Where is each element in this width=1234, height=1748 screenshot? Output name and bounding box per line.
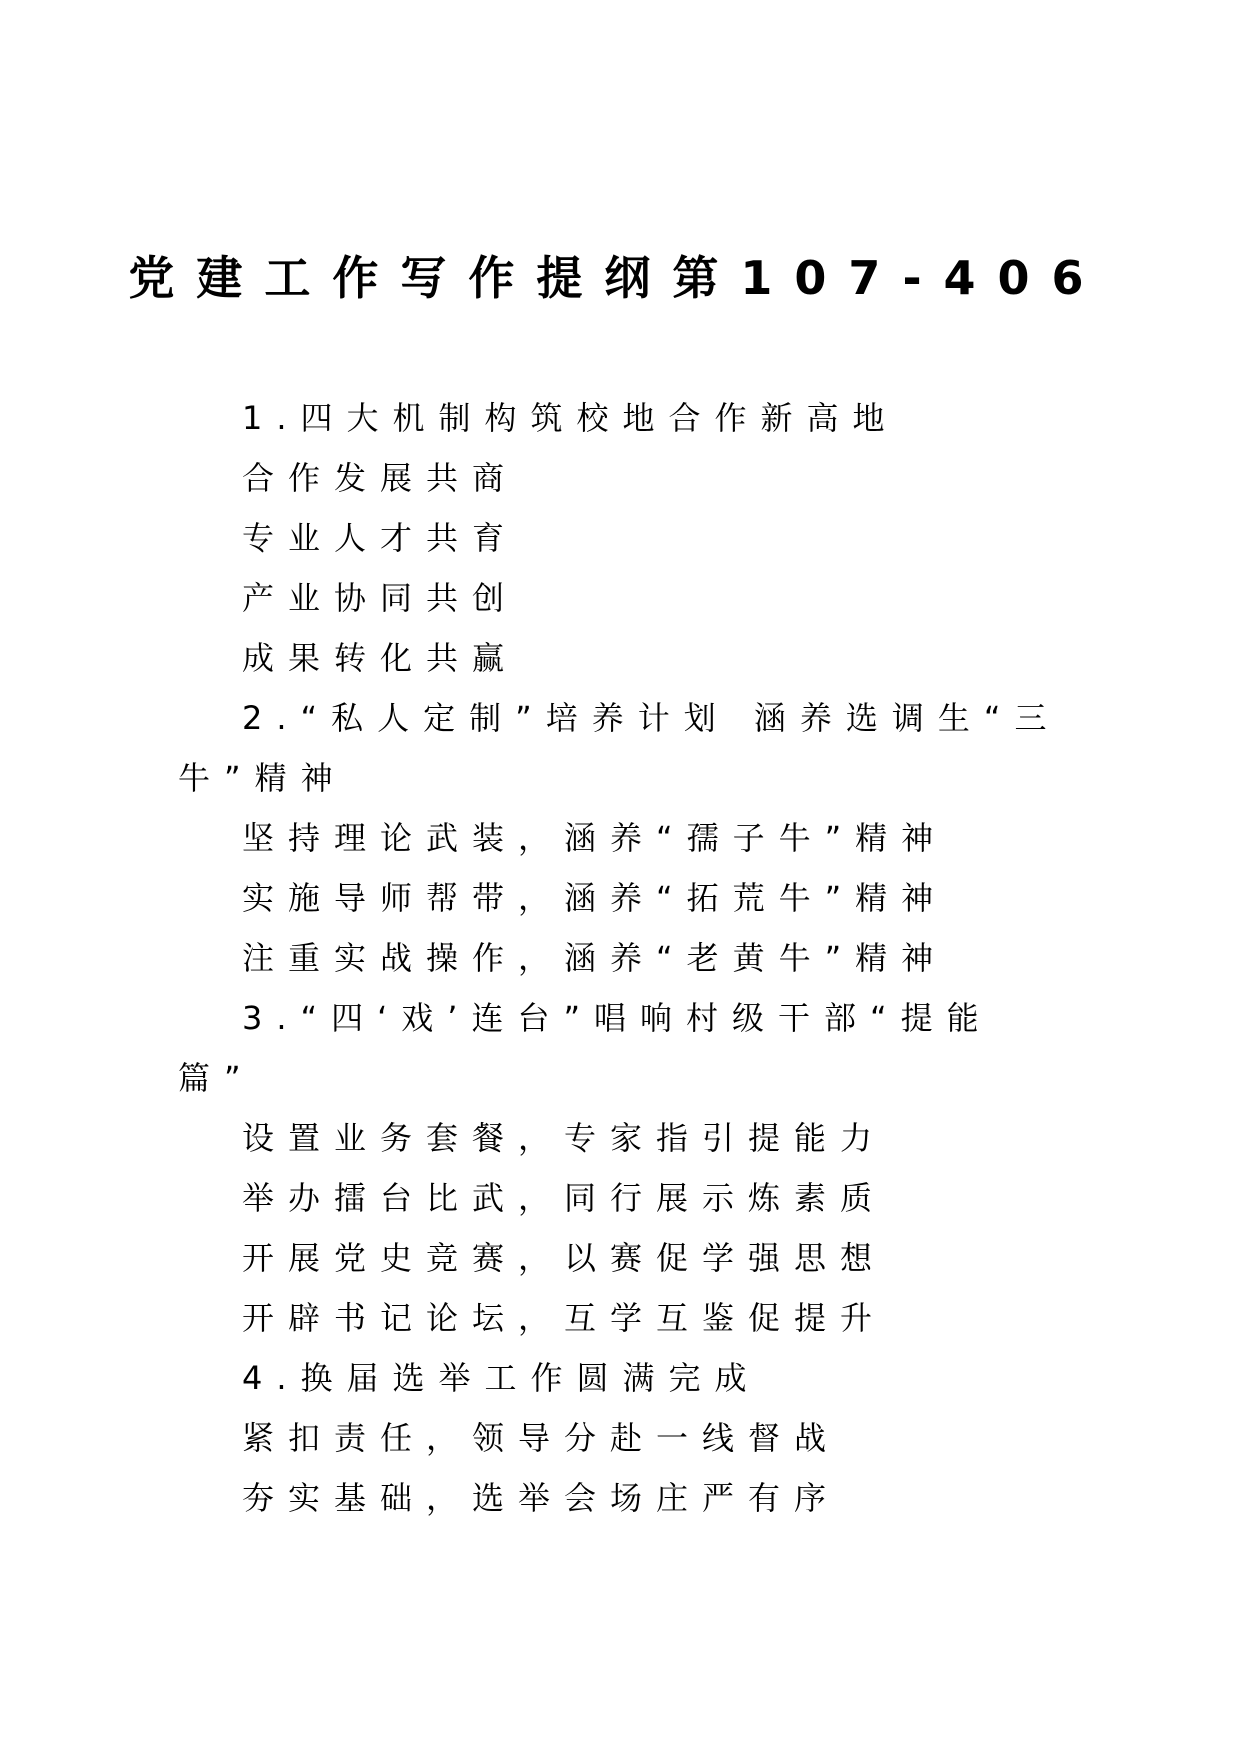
outline-line: 紧扣责任，领导分赴一线督战 <box>242 1419 841 1457</box>
outline-line: 产业协同共创 <box>242 579 519 617</box>
document-body <box>178 388 1078 1528</box>
outline-line: 举办擂台比武，同行展示炼素质 <box>242 1179 887 1217</box>
outline-line: 篇” <box>178 1059 255 1097</box>
outline-line: 夯实基础，选举会场庄严有序 <box>242 1479 841 1517</box>
outline-line: 坚持理论武装，涵养“孺子牛”精神 <box>242 819 948 857</box>
outline-line: 3.“四‘戏’连台”唱响村级干部“提能 <box>242 999 993 1037</box>
outline-line: 开展党史竞赛，以赛促学强思想 <box>242 1239 887 1277</box>
outline-line: 成果转化共赢 <box>242 639 519 677</box>
outline-line: 专业人才共育 <box>242 519 519 557</box>
outline-line: 牛”精神 <box>178 759 347 797</box>
outline-line: 合作发展共商 <box>242 459 519 497</box>
outline-line: 注重实战操作，涵养“老黄牛”精神 <box>242 939 948 977</box>
document-title: 党建工作写作提纲第107-406 <box>128 251 1106 305</box>
outline-line: 开辟书记论坛，互学互鉴促提升 <box>242 1299 887 1337</box>
outline-line: 设置业务套餐，专家指引提能力 <box>242 1119 887 1157</box>
outline-line: 2.“私人定制”培养计划 涵养选调生“三 <box>242 699 1061 737</box>
outline-line: 4.换届选举工作圆满完成 <box>242 1359 761 1397</box>
outline-line: 1.四大机制构筑校地合作新高地 <box>242 399 899 437</box>
outline-line: 实施导师帮带，涵养“拓荒牛”精神 <box>242 879 948 917</box>
